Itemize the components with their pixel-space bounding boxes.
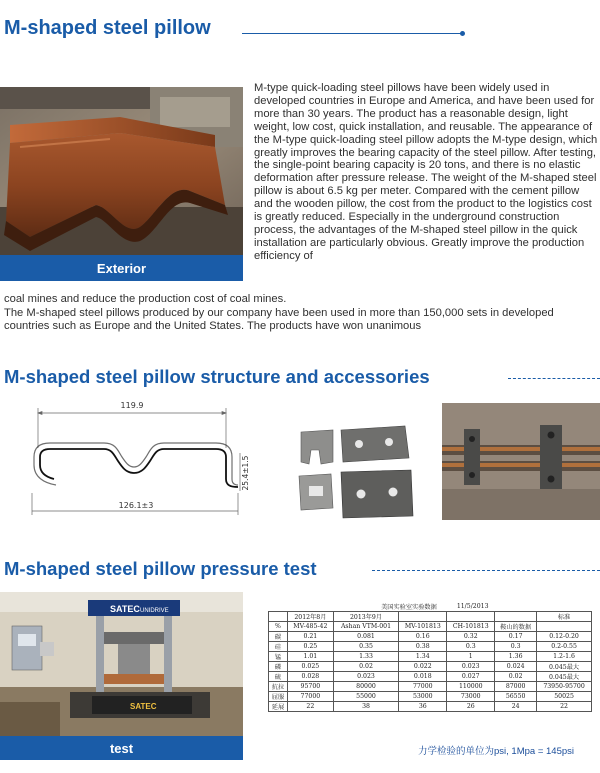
table-cell: 1.33 [333,652,399,662]
table-cell: 0.025 [287,662,333,672]
table-cell: 鞍山的数据 [495,622,537,632]
table-cell: 抗拉 [269,682,288,692]
table-cell: 0.018 [399,672,447,682]
spec-table-body [269,622,592,712]
table-cell: 0.045最大 [537,672,592,682]
table-cell: MV-101813 [399,622,447,632]
table-cell: 0.3 [447,642,495,652]
table-cell: 87000 [495,682,537,692]
table-cell: 0.027 [447,672,495,682]
table-row [269,642,592,652]
table-cell [269,612,288,622]
unit-note: 力学检验的单位为psi, 1Mpa = 145psi [418,746,575,757]
exterior-caption: Exterior [0,255,243,281]
table-cell: 0.028 [287,672,333,682]
table-cell: % [269,622,288,632]
table-cell: 0.25 [287,642,333,652]
intro-paragraph: M-type quick-loading steel pillows have been widely used in developed countries in Europe and America, and have been used for more than 30 years. The product has a reasonable design, light weight, low cost, quick installation, and reusable. The appearance of the M-type quick-loading steel pillow adopts the M-type design, which greatly improves the bearing capacity of the steel pillow. After testing, the single-point bearing capacity is 20 tons, and there is no elastic deformation after pressure release. The weight of the M-shaped steel pillow is about 6.5 kg per meter. Compared with the cement pillow and the wooden pillow, the cost from the product to the logistics cost is greatly reduced. Especially in the underground construction process, the advantages of the M-shaped steel pillow in the quick installation are particularly obvious. Greatly improve the production efficiency of [254,82,598,262]
table-cell: 50025 [537,692,592,702]
table-cell: 77000 [399,682,447,692]
table-cell [399,612,447,622]
table-cell: 磷 [269,662,288,672]
table-cell: 1.01 [287,652,333,662]
test-machine-photo [0,592,243,736]
table-cell: 80000 [333,682,399,692]
m-profile-drawing [26,393,254,520]
table-cell: 22 [537,702,592,712]
table-cell: 77000 [287,692,333,702]
intro-continued: coal mines and reduce the production cost of coal mines. [4,293,287,305]
table-cell: MV-485-42 [287,622,333,632]
exterior-photo [0,87,243,255]
table-cell [495,612,537,622]
table-cell: 36 [399,702,447,712]
table-cell [537,622,592,632]
technical-drawing [26,393,254,520]
table-cell: 1.2-1.6 [537,652,592,662]
pressure-test-photo [0,592,243,736]
table-cell: 95700 [287,682,333,692]
machine-brand-label: SATEC [110,604,140,614]
machine-brand-label-2: UNIDRIVE [140,608,169,614]
table-cell: 0.045最大 [537,662,592,672]
base-dimension: 126.1±3 [118,501,154,510]
lab-label: 美国实验室实验数据 [381,604,437,612]
date-label: 11/5/2013 [456,603,489,611]
table-cell: Ashan VTM-001 [333,622,399,632]
table-cell: 38 [333,702,399,712]
section-title-intro: M-shaped steel pillow [4,17,211,39]
table-cell: 锰 [269,652,288,662]
table-cell: 0.17 [495,632,537,642]
table-cell: 0.21 [287,632,333,642]
table-cell: 53000 [399,692,447,702]
title-dot [460,31,465,36]
table-cell: 2013年9月 [333,612,399,622]
table-cell: 55000 [333,692,399,702]
table-cell: 0.2-0.55 [537,642,592,652]
width-dimension: 119.9 [120,401,144,410]
accessories-photo [293,424,433,524]
table-cell: 73950-95700 [537,682,592,692]
table-cell: 硅 [269,642,288,652]
table-cell: 标准 [537,612,592,622]
table-row [269,702,592,712]
table-cell: 1.34 [399,652,447,662]
table-cell: 硫 [269,672,288,682]
table-cell: 0.35 [333,642,399,652]
table-cell: 1 [447,652,495,662]
table-row [269,662,592,672]
table-cell: 0.3 [495,642,537,652]
table-cell: 0.022 [399,662,447,672]
table-cell: 1.36 [495,652,537,662]
table-cell: 73000 [447,692,495,702]
installed-photo [442,403,600,520]
table-cell [447,612,495,622]
title-underline [242,33,464,34]
spec-table [268,602,592,712]
table-cell: 110000 [447,682,495,692]
table-row [269,632,592,642]
table-row [269,622,592,632]
table-cell: 0.16 [399,632,447,642]
test-caption: test [0,736,243,760]
table-cell: 延展 [269,702,288,712]
table-cell: 0.023 [447,662,495,672]
table-cell: 0.32 [447,632,495,642]
table-cell: 0.081 [333,632,399,642]
table-cell: 屈服 [269,692,288,702]
table-cell: 22 [287,702,333,712]
table-cell: 0.024 [495,662,537,672]
table-row [269,652,592,662]
table-cell: 0.023 [333,672,399,682]
table-cell: 碳 [269,632,288,642]
base-brand-label: SATEC [130,702,157,711]
table-cell: 0.02 [495,672,537,682]
section-title-pressure: M-shaped steel pillow pressure test [4,558,317,579]
pressure-underline [372,570,600,571]
table-cell: 0.38 [399,642,447,652]
structure-underline [508,378,600,379]
clamp-plates-photo [293,424,433,524]
table-row [269,672,592,682]
height-dimension: 25.4±1.5 [241,455,250,491]
table-cell: 26 [447,702,495,712]
table-cell: 24 [495,702,537,712]
table-cell: 0.02 [333,662,399,672]
installed-rail-photo [442,403,600,520]
steel-pillow-photo [0,87,243,255]
table-cell: 2012年8月 [287,612,333,622]
table-row [269,682,592,692]
table-cell: 56550 [495,692,537,702]
table-row [269,692,592,702]
section-title-structure: M-shaped steel pillow structure and accessories [4,366,430,387]
table-header-row [269,602,592,612]
table-cell: 0.12-0.20 [537,632,592,642]
table-cell: CH-101813 [447,622,495,632]
table-dates-row [269,612,592,622]
second-paragraph: The M-shaped steel pillows produced by our company have been used in more than 150,000 sets in developed countries such as Europe and the United States. The products have won unanimous [4,307,554,332]
